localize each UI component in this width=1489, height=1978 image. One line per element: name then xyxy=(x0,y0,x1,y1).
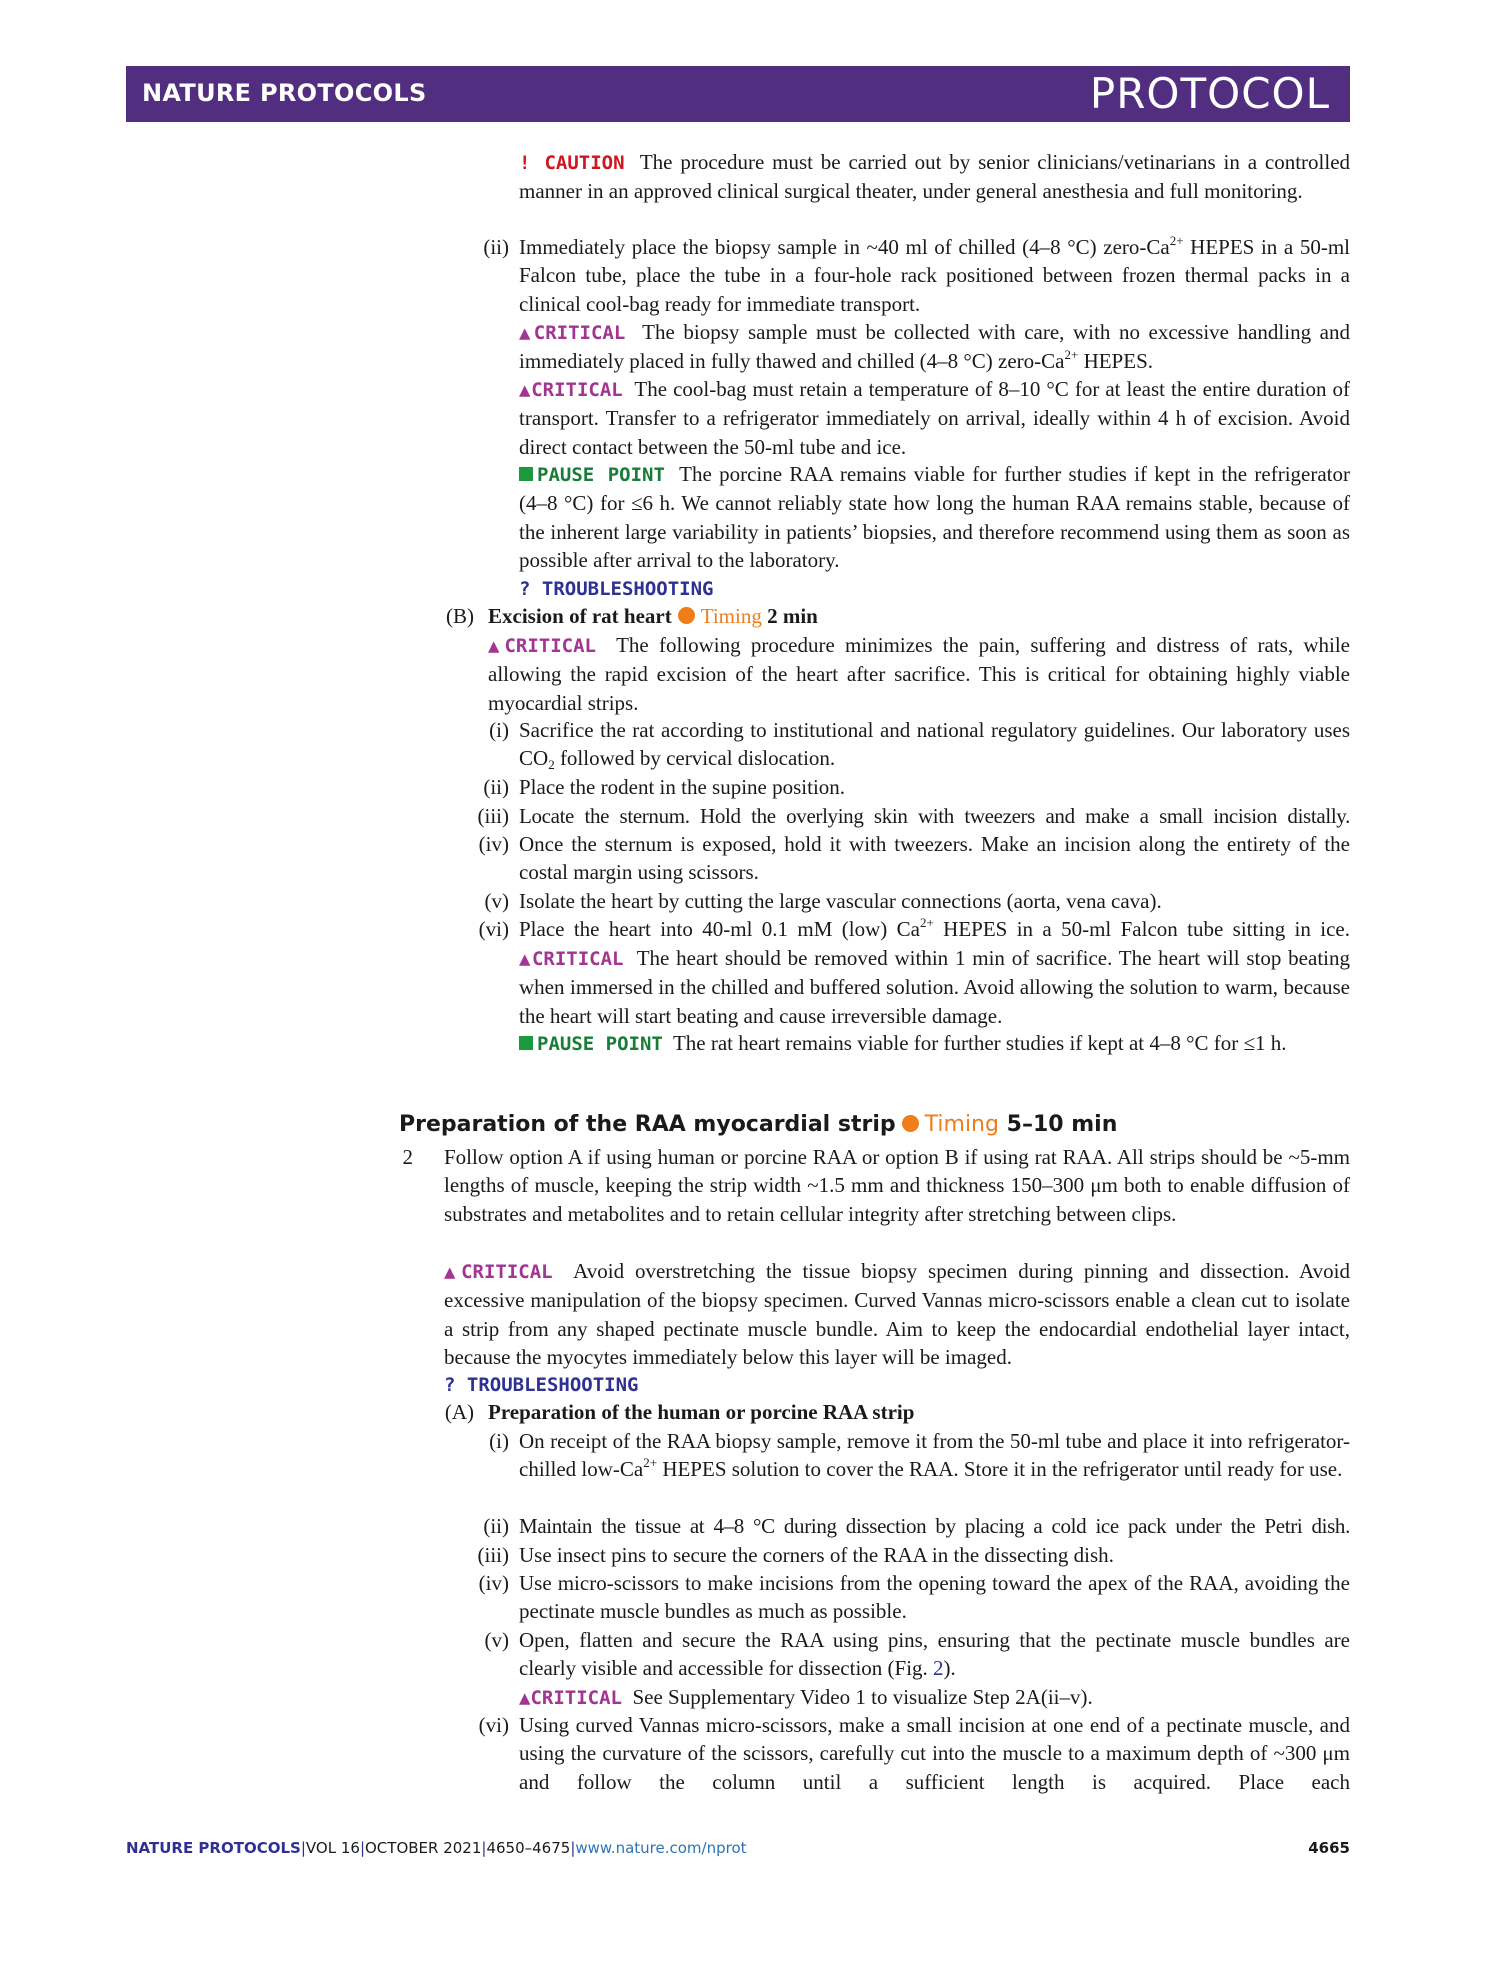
step-2-text: Follow option A if using human or porcine RAA or option B if using rat RAA. All strips should be ~5-mm lengths of muscle, keeping the strip width ~1.5 mm and thickness 150–300 μm both to enable diffusion of substrates and metabolites and to retain cellular integrity after stretching between clips. xyxy=(444,1145,1350,1226)
critical-label: ▲CRITICAL xyxy=(444,1261,553,1283)
critical-note: ▲CRITICAL The cool-bag must retain a temperature of 8–10 °C for at least the entire duration of transport. Transfer to a refrigerator immediately on arrival, ideally within 4 h of excision. Avoid direct contact between the 50-ml tube and ice. xyxy=(519,377,1350,459)
step-1A-ii: Immediately place the biopsy sample in ~40 ml of chilled (4–8 °C) zero-$Ca^{2+}$ HEPES in a 50-ml Falcon tube, place the tube in a four-hole rack positioned between frozen thermal packs in a clinical cool-bag ready for immediate transport. xyxy=(519,233,1351,316)
critical-note: ▲CRITICAL Avoid overstretching the tissue biopsy specimen during pinning and dissection. Avoid excessive manipulation of the biopsy specimen. Curved Vannas micro-scissors enable a clean cut to isolate a strip from any shaped pectinate muscle bundle. Aim to keep the endocardial endothelial layer intact, because the myocytes immediately below this layer will be imaged. xyxy=(444,1259,1350,1370)
item-number: (iv) xyxy=(478,832,509,856)
troubleshooting-link[interactable]: ? TROUBLESHOOTING xyxy=(519,578,714,600)
item-number: (ii) xyxy=(483,775,509,799)
footer-volume: VOL 16 xyxy=(305,1839,360,1857)
step-1B-iv: Once the sternum is exposed, hold it with tweezers. Make an incision along the entirety of the costal margin using scissors. xyxy=(519,832,1350,885)
item-number: (i) xyxy=(489,1429,509,1453)
caution-note: ! CAUTION The procedure must be carried out by senior clinicians/vetinarians in a controlled manner in an approved clinical surgical theater, under general anesthesia and full monitoring. xyxy=(519,150,1351,204)
step-2A-v: Open, flatten and secure the RAA using pins, ensuring that the pectinate muscle bundles are clearly visible and accessible for dissection (Fig. 2). xyxy=(519,1628,1350,1681)
page-number: 4665 xyxy=(1308,1839,1350,1857)
item-number: (ii) xyxy=(483,1514,509,1538)
item-number: (v) xyxy=(484,889,509,913)
section-heading: Preparation of the RAA myocardial strip Timing 5–10 min xyxy=(399,1112,1118,1137)
figure-link[interactable]: 2 xyxy=(933,1656,944,1681)
pause-point-note: PAUSE POINT The porcine RAA remains viable for further studies if kept in the refrigerator (4–8 °C) for ≤6 h. We cannot reliably state how long the human RAA remains stable, because of the inherent large variability in patients’ biopsies, and therefore recommend using them as soon as possible after arrival to the laboratory. xyxy=(519,462,1350,573)
critical-label: ▲CRITICAL xyxy=(519,322,626,344)
timing-dot-icon xyxy=(902,1115,919,1132)
step-2A-ii: Maintain the tissue at 4–8 °C during dissection by placing a cold ice pack under the Petri dish. xyxy=(519,1514,1350,1538)
pause-point-note: PAUSE POINT The rat heart remains viable for further studies if kept at 4–8 °C for ≤1 h. xyxy=(519,1029,1350,1058)
step-1B-v: Isolate the heart by cutting the large vascular connections (aorta, vena cava). xyxy=(519,889,1162,913)
step-2A-iv: Use micro-scissors to make incisions from the opening toward the apex of the RAA, avoiding the pectinate muscle bundles as much as possible. xyxy=(519,1571,1350,1624)
troubleshooting-link[interactable]: ? TROUBLESHOOTING xyxy=(444,1374,639,1396)
step-2A-iii: Use insect pins to secure the corners of the RAA in the dissecting dish. xyxy=(519,1543,1114,1567)
step-number: 2 xyxy=(402,1145,413,1169)
article-type: PROTOCOL xyxy=(1089,69,1330,118)
item-number: (ii) xyxy=(483,235,509,259)
critical-note: ▲CRITICAL The heart should be removed within 1 min of sacrifice. The heart will stop beating when immersed in the chilled and buffered solution. Avoid allowing the solution to warm, because the heart will start beating and cause irreversible damage. xyxy=(519,946,1350,1028)
page-footer: NATURE PROTOCOLS|VOL 16|OCTOBER 2021|4650–4675|www.nature.com/nprot 4665 xyxy=(126,1839,1350,1857)
critical-label: ▲CRITICAL xyxy=(519,379,623,401)
item-number: (vi) xyxy=(478,917,509,941)
step-2A-vi: Using curved Vannas micro-scissors, make a small incision at one end of a pectinate muscle, and using the curvature of the scissors, carefully cut into the muscle to a maximum depth of ~300 μm and follow the column until a sufficient length is acquired. Place each xyxy=(519,1713,1350,1794)
critical-note: ▲CRITICAL The following procedure minimizes the pain, suffering and distress of rats, while allowing the rapid excision of the heart after sacrifice. This is critical for obtaining highly viable myocardial strips. xyxy=(488,633,1350,715)
timing-dot-icon xyxy=(678,607,695,624)
pause-point-label: PAUSE POINT xyxy=(519,1033,663,1055)
journal-header xyxy=(126,66,1350,122)
critical-label: ▲CRITICAL xyxy=(519,1687,622,1709)
item-number: (i) xyxy=(489,718,509,742)
option-title: Preparation of the human or porcine RAA strip xyxy=(488,1400,915,1424)
pause-square-icon xyxy=(519,467,533,481)
step-1B-iii: Locate the sternum. Hold the overlying skin with tweezers and make a small incision distally. xyxy=(519,804,1350,828)
critical-note: ▲CRITICAL See Supplementary Video 1 to visualize Step 2A(ii–v). xyxy=(519,1685,1093,1709)
footer-journal: NATURE PROTOCOLS xyxy=(126,1839,301,1857)
option-title: Excision of rat heart Timing 2 min xyxy=(488,604,818,628)
caution-label: ! CAUTION xyxy=(519,152,625,174)
step-1B-ii: Place the rodent in the supine position. xyxy=(519,775,846,799)
option-label: (A) xyxy=(444,1400,474,1424)
critical-label: ▲CRITICAL xyxy=(488,635,596,657)
pause-square-icon xyxy=(519,1036,533,1050)
footer-date: OCTOBER 2021 xyxy=(365,1839,482,1857)
step-1B-vi: Place the heart into 40-ml 0.1 mM (low) $Ca^{2+}$ HEPES in a 50-ml Falcon tube sitting in ice. xyxy=(519,915,1350,941)
item-number: (iii) xyxy=(477,804,509,828)
footer-pages: 4650–4675 xyxy=(486,1839,571,1857)
step-1B-i: Sacrifice the rat according to institutional and national regulatory guidelines. Our laboratory uses $CO_2$ followed by cervical dislocation. xyxy=(519,718,1350,773)
step-2A-i: On receipt of the RAA biopsy sample, remove it from the 50-ml tube and place it into refrigerator-chilled low-$Ca^{2+}$ HEPES solution to cover the RAA. Store it in the refrigerator until ready for use. xyxy=(519,1429,1350,1482)
pause-point-label: PAUSE POINT xyxy=(519,464,665,486)
footer-url[interactable]: www.nature.com/nprot xyxy=(575,1839,747,1857)
journal-name: NATURE PROTOCOLS xyxy=(142,79,427,107)
critical-label: ▲CRITICAL xyxy=(519,948,624,970)
item-number: (v) xyxy=(484,1628,509,1652)
critical-note: ▲CRITICAL The biopsy sample must be collected with care, with no excessive handling and immediately placed in fully thawed and chilled (4–8 °C) zero-$Ca^{2+}$ HEPES. xyxy=(519,320,1350,374)
item-number: (iii) xyxy=(477,1543,509,1567)
item-number: (iv) xyxy=(478,1571,509,1595)
item-number: (vi) xyxy=(478,1713,509,1737)
option-label: (B) xyxy=(446,604,474,628)
